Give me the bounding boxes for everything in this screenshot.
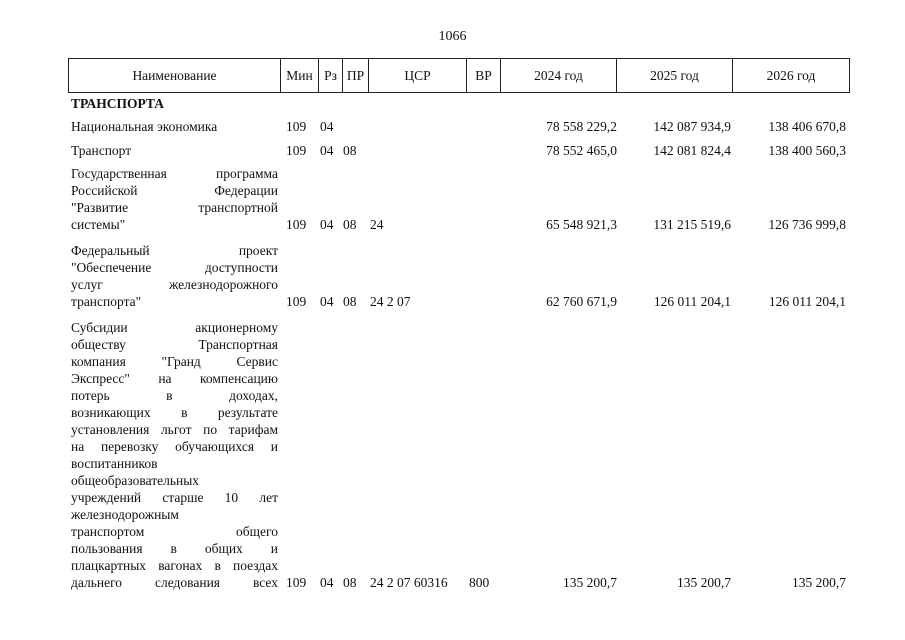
cell-min: 109 [286,217,307,232]
cell-csr: 24 [370,217,384,232]
cell-2024: 78 558 229,2 [546,119,617,134]
cell-2026: 138 400 560,3 [768,143,846,158]
cell-pr: 08 [343,294,357,309]
cell-rz: 04 [320,294,334,309]
row-name-line: компания "Гранд Сервис [71,354,278,369]
row-name-line: услуг железнодорожного [71,277,278,292]
col-header-2026: 2026 год [766,68,816,83]
row-name-line: Экспресс" на компенсацию [71,371,278,386]
cell-2026: 138 406 670,8 [768,119,846,134]
row-name [71,242,278,310]
row-name [71,142,278,159]
row-name-line: транспортом общего [71,524,278,539]
row-name-line: Федеральный проект [71,243,278,258]
row-name-line: возникающих в результате [71,405,278,420]
cell-min: 109 [286,119,307,134]
cell-2025: 135 200,7 [677,575,731,590]
col-header-2025: 2025 год [617,59,733,92]
cell-2025: 142 087 934,9 [653,119,731,134]
cell-csr: 24 2 07 60316 [370,575,448,590]
cell-min: 109 [286,575,307,590]
cell-2024: 62 760 671,9 [546,294,617,309]
row-name-line: общеобразовательных [71,473,200,488]
row-name-line: потерь в доходах, [71,388,278,403]
cell-pr: 08 [343,143,357,158]
cell-rz: 04 [320,217,334,232]
row-name [71,165,278,233]
row-name-line: пользования в общих и [71,541,278,556]
row-name-line: "Обеспечение доступности [71,260,278,275]
cell-rz: 04 [320,143,334,158]
page-number: 1066 [438,29,467,44]
row-name-line: "Развитие транспортной [71,200,278,215]
row-name-line: плацкартных вагонах в поездах [71,558,278,573]
col-header-2024: 2024 год [501,59,617,92]
col-header-min: Мин [281,59,319,92]
table-header [68,58,850,93]
section-title: ТРАНСПОРТА [71,96,165,111]
col-header-vr: ВР [467,59,501,92]
cell-2024: 65 548 921,3 [546,217,617,232]
row-name-line: Государственная программа [71,166,278,181]
row-name-line: учреждений старше 10 лет [71,490,278,505]
row-name-line: дальнего следования всех [71,575,278,590]
cell-pr: 08 [343,217,357,232]
cell-2026: 126 011 204,1 [768,294,846,309]
row-name-line: системы" [71,217,126,232]
row-name-line: Субсидии акционерному [71,320,278,335]
row-name-line: транспорта" [71,294,142,309]
cell-rz: 04 [320,119,334,134]
row-name-line: Российской Федерации [71,183,278,198]
row-name-line: на перевозку обучающихся и [71,439,278,454]
col-header-rz: Рз [319,59,343,92]
cell-vr: 800 [469,575,490,590]
row-name [71,118,278,135]
cell-min: 109 [286,143,307,158]
col-header-name: Наименование [69,59,281,92]
cell-min: 109 [286,294,307,309]
row-name-line: железнодорожным [71,507,179,522]
cell-2026: 126 736 999,8 [768,217,846,232]
row-name-line: воспитанников [71,456,158,471]
cell-pr: 08 [343,575,357,590]
cell-2026: 135 200,7 [792,575,846,590]
cell-rz: 04 [320,575,334,590]
cell-csr: 24 2 07 [370,294,411,309]
cell-2025: 142 081 824,4 [653,143,731,158]
row-name-line: Транспорт [71,143,132,158]
row-name-line: установления льгот по тарифам [71,422,278,437]
col-header-pr: ПР [343,59,369,92]
col-header-csr: ЦСР [369,59,467,92]
cell-2025: 126 011 204,1 [653,294,731,309]
cell-2025: 131 215 519,6 [653,217,731,232]
cell-2024: 135 200,7 [563,575,617,590]
row-name-line: Национальная экономика [71,119,218,134]
row-name-line: обществу Транспортная [71,337,278,352]
row-name [71,319,278,591]
cell-2024: 78 552 465,0 [546,143,617,158]
